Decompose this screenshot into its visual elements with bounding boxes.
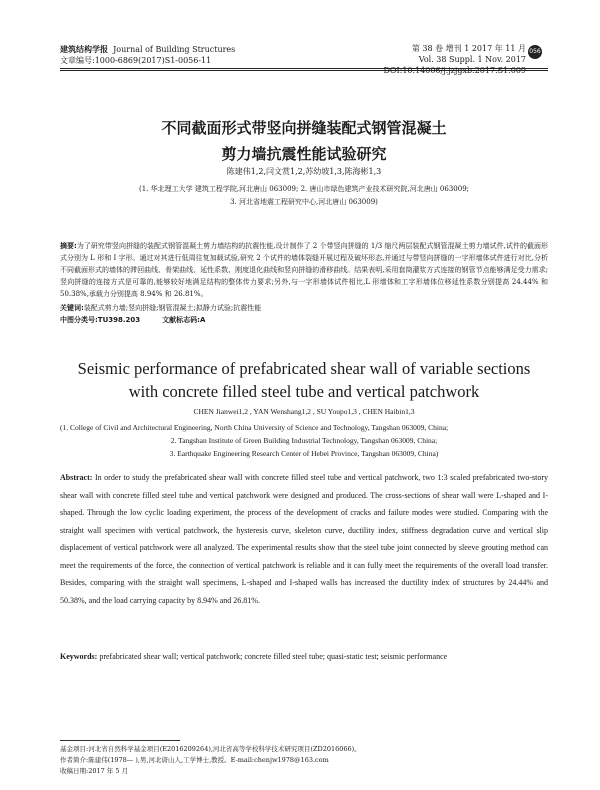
- affiliation-en-3: 3. Earthquake Engineering Research Center of Hebei Province, Tangshan 063009, China): [169, 449, 439, 458]
- header-rule: [60, 68, 548, 69]
- keywords-cn: [60, 302, 548, 314]
- keywords-en-label: Keywords:: [60, 652, 98, 661]
- authors-en: CHEN Jianwei1,2 , YAN Wenshang1,2 , SU Youpo1,3 , CHEN Haibin1,3: [193, 407, 415, 416]
- keywords-cn-label: 关键词:: [60, 304, 84, 312]
- affiliations-en: [60, 421, 548, 460]
- footnote-received: 收稿日期:2017 年 5 月: [60, 767, 129, 775]
- footnotes: [60, 744, 548, 777]
- journal-header: [60, 44, 235, 66]
- journal-name-en: Journal of Building Structures: [113, 45, 236, 54]
- footnote-rule: [60, 740, 180, 741]
- abstract-cn-label: 摘要:: [60, 242, 77, 250]
- keywords-en-text: prefabricated shear wall; vertical patchwork; concrete filled steel tube; quasi-static test; seismic performance: [99, 652, 448, 661]
- volume-info: [384, 43, 526, 76]
- title-en-line-2: with concrete filled steel tube and vertical patchwork: [128, 382, 480, 401]
- article-number: 文章编号:1000-6869(2017)S1-0056-11: [60, 56, 212, 65]
- abstract-en-label: Abstract:: [60, 473, 93, 482]
- abstract-en-text: In order to study the prefabricated shear wall with concrete filled steel tube and vertical patchwork, two 1:3 scaled prefabricated two-story shear wall with concrete filled steel tube and vertical patchwork were designed and produced. The cross-sections of shear wall were L-shaped and I-shaped. Through the low cyclic loading experiment, the process of the development of cracks and failure modes were studied. Comparing with the straight wall specimen with vertical patchwork, the hysteresis curve, skeleton curve, ductility index, stiffness degradation curve and vertical slip displacement of vertical patchwork were all analyzed. The experimental results show that the steel tube joint connected by sleeve grouting method can meet the requirements of the force, the connection of vertical patchwork is reliable and it can fully meet the requirements of the overall load transfer. Besides, comparing with the straight wall specimens, L-shaped and I-shaped walls has increased the ductility index of structures by 24.44% and 50.38%, and the load carrying capacity by 8.94% and 26.81%.: [60, 473, 549, 605]
- abstract-en: [60, 469, 548, 609]
- volume-cn: 第 38 卷 增刊 1 2017 年 11 月: [411, 44, 526, 53]
- abstract-cn-text: 为了研究带竖向拼缝的装配式钢管混凝土剪力墙结构的抗震性能,设计制作了 2 个带竖向拼缝的 1/3 缩尺两层装配式钢管混凝土剪力墙试件,试件的截面形式分别为 L 形和 I 字形。通过对其进行低周往复加载试验,研究 2 个试件的墙体裂缝开展过程及破坏形态,并通过与带竖向拼缝的一字形墙体试件进行对比,分析不同截面形式的墙体的滞回曲线、骨架曲线、延性系数、刚度退化曲线和竖向拼缝的滑移曲线。结果表明,采用套筒灌浆方式连接的钢管节点能够满足受力需求;竖向拼缝的连接方式是可靠的,能够较好地满足结构的整体传力要求;另外,与一字形墙体试件相比,L 形墙体和工字形墙体位移延性系数分别提高 24.44% 和 50.38%,承载力分别提高 8.94% 和 26.81%。: [60, 242, 548, 298]
- classification-cn: [60, 314, 548, 326]
- affiliation-en-2: 2. Tangshan Institute of Green Building Industrial Technology, Tangshan 063009, China;: [170, 436, 438, 445]
- volume-en: Vol. 38 Suppl. 1 Nov. 2017: [418, 55, 526, 64]
- keywords-en: [60, 648, 548, 665]
- title-en: [60, 357, 548, 403]
- title-cn-line-2: 剪力墙抗震性能试验研究: [221, 145, 387, 163]
- footnote-funding: 基金项目:河北省自然科学基金项目(E2016209264),河北省高等学校科学技术研究项目(ZD2016066)。: [60, 745, 361, 753]
- title-cn: [60, 115, 548, 167]
- abstract-cn: [60, 240, 548, 300]
- affiliation-cn-1: (1. 华北理工大学 建筑工程学院,河北唐山 063009; 2. 唐山市绿色建筑产业技术研究院,河北唐山 063009;: [138, 185, 470, 193]
- header-rule-2: [60, 70, 548, 71]
- page-number-badge: 056: [528, 45, 542, 59]
- affiliation-cn-2: 3. 河北省地震工程研究中心,河北唐山 063009): [230, 198, 378, 206]
- affiliations-cn: [60, 183, 548, 209]
- journal-name-cn: 建筑结构学报: [60, 45, 108, 54]
- title-en-line-1: Seismic performance of prefabricated shear wall of variable sections: [77, 359, 531, 378]
- document-code: 文献标志码:A: [162, 316, 206, 324]
- clc-number: 中图分类号:TU398.203: [60, 316, 141, 324]
- title-cn-line-1: 不同截面形式带竖向拼缝装配式钢管混凝土: [161, 119, 447, 137]
- affiliation-en-1: (1. College of Civil and Architectural Engineering, North China University of Science and Technology, Tangshan 063009, China;: [60, 423, 449, 432]
- footnote-author: 作者简介:陈建伟(1978— ),男,河北唐山人,工学博士,教授。E-mail:chenjw1978@163.com: [60, 756, 329, 764]
- keywords-cn-text: 装配式剪力墙;竖向拼缝;钢管混凝土;拟静力试验;抗震性能: [83, 304, 262, 312]
- authors-cn: 陈建伟1,2,闫文赏1,2,苏幼坡1,3,陈海彬1,3: [226, 167, 382, 176]
